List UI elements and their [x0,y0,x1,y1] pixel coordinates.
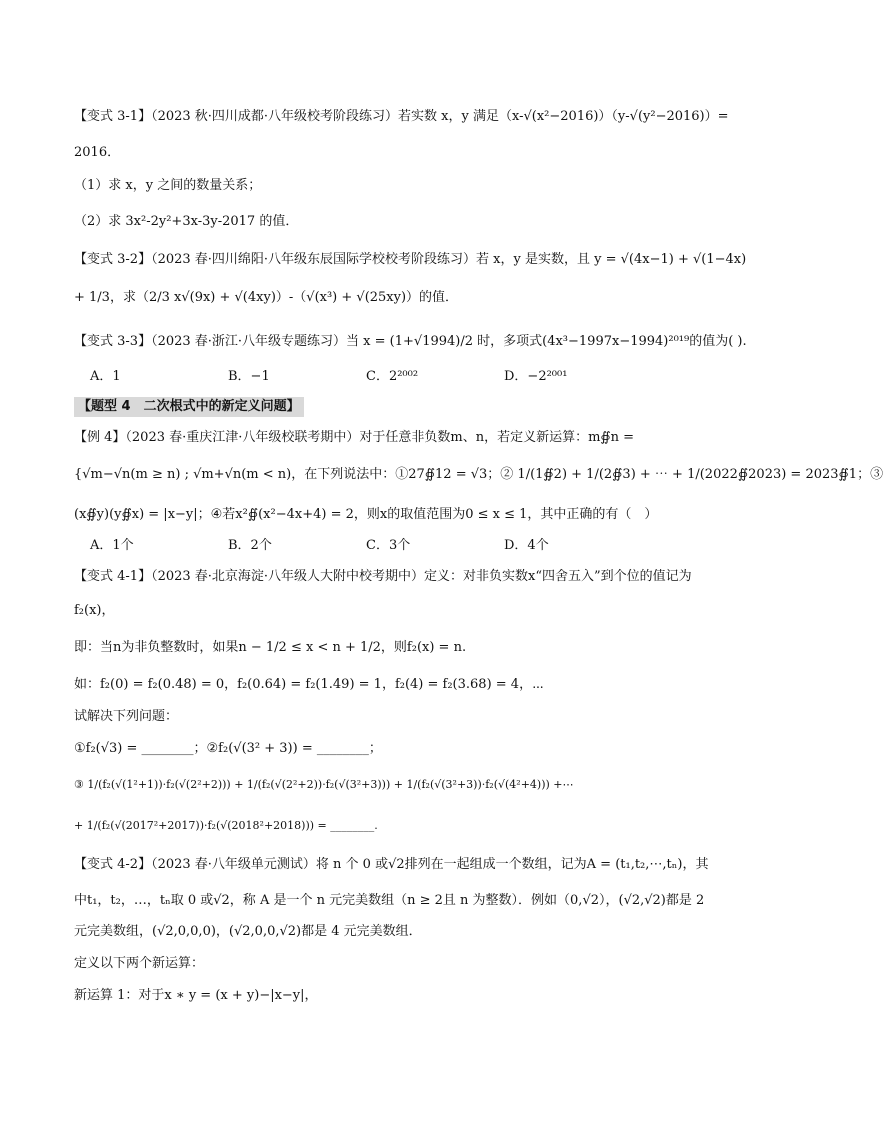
option-c[interactable]: C．3个 [366,538,411,553]
variant-4-2-line-4: 定义以下两个新运算： [74,956,205,971]
option-b[interactable]: B．−1 [228,369,270,384]
variant-4-1-line-1: 【变式 4-1】（2023 春·北京海淀·八年级人大附中校考期中）定义：对非负实数x“四舍五入”到个位的值记为 [74,569,692,584]
variant-4-1-line-4: 如：f₂(0) = f₂(0.48) = 0，f₂(0.64) = f₂(1.49) = 1，f₂(4) = f₂(3.68) = 4，⋯ [74,677,544,692]
variant-3-2-line-2: + 1/3，求（2/3 x√(9x) + √(4xy)）-（√(x³) + √(25xy)）的值． [74,290,459,305]
variant-3-2-line-1: 【变式 3-2】（2023 春·四川绵阳·八年级东辰国际学校校考阶段练习）若 x，y 是实数，且 y = √(4x−1) + √(1−4x) [74,252,747,267]
variant-3-1-question-2: （2）求 3x²-2y²+3x-3y-2017 的值． [74,214,299,229]
option-c[interactable]: C．2²⁰⁰² [366,369,419,384]
option-d[interactable]: D．4个 [504,538,549,553]
option-b[interactable]: B．2个 [228,538,272,553]
variant-4-1-line-6: ①f₂(√3) = ________；②f₂(√(3² + 3)) = ________； [74,741,382,756]
variant-4-1-line-5: 试解决下列问题： [74,709,179,724]
variant-3-3-options [90,368,642,386]
section-heading-type-4: 【题型 4 二次根式中的新定义问题】 [74,397,304,417]
variant-4-1-line-2: f₂(x)， [74,603,115,618]
example-4-line-2: {√m−√n(m ≥ n) ; √m+√n(m < n)，在下列说法中：①27∯12 = √3；② 1/(1∯2) + 1/(2∯3) + ⋯ + 1/(2022∯2023) = 2023∯1；③ [74,467,883,482]
variant-4-1-line-8: + 1/(f₂(√(2017²+2017))·f₂(√(2018²+2018))) = ________. [74,819,378,832]
variant-3-1-question-1: （1）求 x，y 之间的数量关系； [74,178,262,193]
variant-3-3-line-1: 【变式 3-3】（2023 春·浙江·八年级专题练习）当 x = (1+√1994)/2 时，多项式(4x³−1997x−1994)²⁰¹⁹的值为( ). [74,334,747,349]
variant-4-2-line-1: 【变式 4-2】（2023 春·八年级单元测试）将 n 个 0 或√2排列在一起组成一个数组，记为A = (t₁,t₂,⋯,tₙ)，其 [74,857,709,872]
variant-4-2-line-3: 元完美数组，(√2,0,0,0)，(√2,0,0,√2)都是 4 元完美数组． [74,924,422,939]
example-4-options [90,537,642,555]
option-a[interactable]: A．1 [90,369,121,384]
variant-4-1-line-7: ③ 1/(f₂(√(1²+1))·f₂(√(2²+2))) + 1/(f₂(√(2²+2))·f₂(√(3²+3))) + 1/(f₂(√(3²+3))·f₂(√(4²+4))) +⋯ [74,778,574,791]
variant-4-2-line-2: 中t₁，t₂，…，tₙ取 0 或√2，称 A 是一个 n 元完美数组（n ≥ 2且 n 为整数）．例如（0,√2），(√2,√2)都是 2 [74,893,705,908]
example-4-line-1: 【例 4】（2023 春·重庆江津·八年级校联考期中）对于任意非负数m、n，若定义新运算：m∯n = [74,430,635,445]
option-a[interactable]: A．1个 [90,538,134,553]
example-4-line-3: (x∯y)(y∯x) = |x−y|；④若x²∯(x²−4x+4) = 2，则x的取值范围为0 ≤ x ≤ 1，其中正确的有（ ） [74,507,658,522]
variant-3-1-line-1: 【变式 3-1】（2023 秋·四川成都·八年级校考阶段练习）若实数 x，y 满足（x-√(x²−2016)）（y-√(y²−2016)）= [74,109,729,124]
variant-4-1-line-3: 即：当n为非负整数时，如果n − 1/2 ≤ x < n + 1/2，则f₂(x) = n. [74,640,467,655]
variant-3-1-line-2: 2016． [74,145,121,160]
variant-4-2-line-5: 新运算 1：对于x ∗ y = (x + y)−|x−y|， [74,988,318,1003]
option-d[interactable]: D．−2²⁰⁰¹ [504,369,568,384]
